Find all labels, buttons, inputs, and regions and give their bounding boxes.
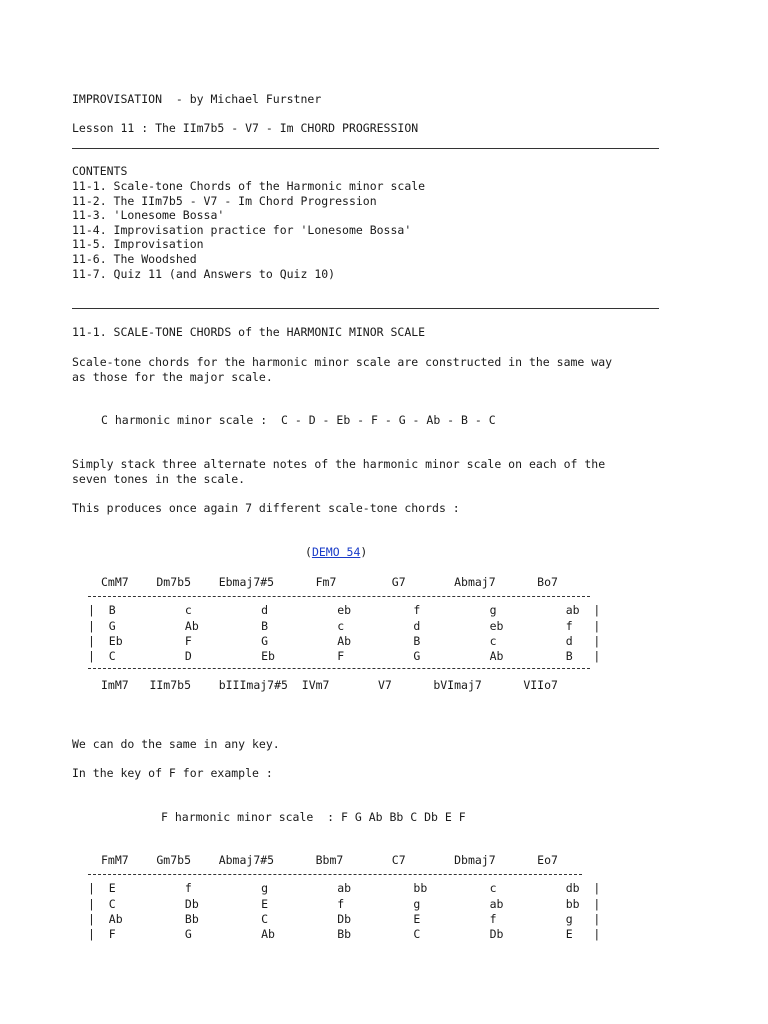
paragraph-line: We can do the same in any key. [72, 737, 280, 751]
contents-item: 11-2. The IIm7b5 - V7 - Im Chord Progression [72, 194, 377, 208]
demo-54-link[interactable]: DEMO 54 [311, 545, 361, 559]
separator-rule [72, 148, 659, 149]
c-table-bottom-rule [88, 668, 590, 669]
f-table-row: | E f g ab bb c db | [88, 881, 601, 895]
contents-item: 11-5. Improvisation [72, 237, 204, 251]
c-table-row: | Eb F G Ab B c d | [88, 634, 601, 648]
contents-item: 11-6. The Woodshed [72, 252, 197, 266]
document-title: IMPROVISATION - by Michael Furstner [72, 92, 322, 106]
c-table-chord-names: CmM7 Dm7b5 Ebmaj7#5 Fm7 G7 Abmaj7 Bo7 [101, 575, 558, 589]
f-table-row: | Ab Bb C Db E f g | [88, 912, 601, 926]
demo-paren-close: ) [360, 545, 368, 559]
separator-rule [72, 308, 659, 309]
f-table-row: | F G Ab Bb C Db E | [88, 927, 601, 941]
contents-item: 11-3. 'Lonesome Bossa' [72, 208, 225, 222]
paragraph-line: In the key of F for example : [72, 766, 273, 780]
f-harmonic-minor-scale: F harmonic minor scale : F G Ab Bb C Db E F [161, 810, 466, 824]
c-table-top-rule [88, 596, 590, 597]
contents-item: 11-1. Scale-tone Chords of the Harmonic minor scale [72, 179, 426, 193]
c-table-row: | C D Eb F G Ab B | [88, 649, 601, 663]
section-heading: 11-1. SCALE-TONE CHORDS of the HARMONIC MINOR SCALE [72, 325, 426, 339]
paragraph-line: as those for the major scale. [72, 370, 273, 384]
demo-reference [305, 545, 367, 559]
paragraph-line: Scale-tone chords for the harmonic minor scale are constructed in the same way [72, 355, 613, 369]
paragraph-line: Simply stack three alternate notes of the harmonic minor scale on each of the [72, 457, 606, 471]
c-table-row: | B c d eb f g ab | [88, 603, 601, 617]
f-table-chord-names: FmM7 Gm7b5 Abmaj7#5 Bbm7 C7 Dbmaj7 Eo7 [101, 853, 558, 867]
c-table-roman-numerals: ImM7 IIm7b5 bIIImaj7#5 IVm7 V7 bVImaj7 VIIo7 [101, 678, 558, 692]
paragraph-line: This produces once again 7 different scale-tone chords : [72, 501, 460, 515]
f-table-row: | C Db E f g ab bb | [88, 897, 601, 911]
paragraph-line: seven tones in the scale. [72, 472, 246, 486]
f-table-top-rule [88, 874, 582, 875]
contents-item: 11-7. Quiz 11 (and Answers to Quiz 10) [72, 267, 336, 281]
contents-heading: CONTENTS [72, 164, 128, 178]
contents-item: 11-4. Improvisation practice for 'Lonesome Bossa' [72, 223, 412, 237]
c-harmonic-minor-scale: C harmonic minor scale : C - D - Eb - F - G - Ab - B - C [101, 413, 496, 427]
c-table-row: | G Ab B c d eb f | [88, 619, 601, 633]
demo-paren-open: ( [305, 545, 312, 559]
lesson-title: Lesson 11 : The IIm7b5 - V7 - Im CHORD PROGRESSION [72, 121, 419, 135]
